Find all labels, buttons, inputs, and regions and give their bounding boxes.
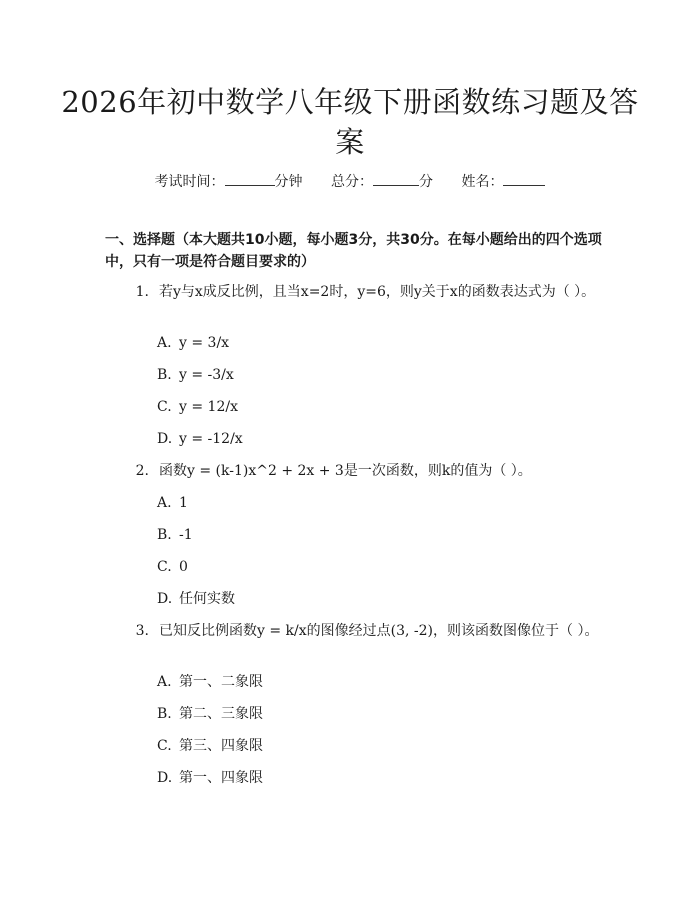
question-1	[105, 281, 605, 303]
option-letter: D.	[157, 591, 173, 607]
question-3	[105, 620, 605, 642]
option-letter: C.	[157, 399, 172, 415]
option-letter: A.	[157, 674, 172, 690]
option-text: 0	[179, 559, 188, 575]
question-number: 3.	[135, 623, 149, 639]
time-label: 考试时间：	[154, 174, 225, 190]
option-2c[interactable]	[157, 556, 188, 578]
time-field	[155, 171, 303, 191]
option-1a[interactable]	[157, 332, 229, 354]
option-3c[interactable]	[157, 735, 263, 757]
option-letter: C.	[157, 559, 172, 575]
option-1c[interactable]	[157, 396, 238, 418]
time-unit: 分钟	[274, 174, 303, 190]
exam-meta	[0, 171, 700, 191]
option-letter: A.	[157, 335, 172, 351]
option-text: y = -12/x	[179, 431, 243, 447]
option-text: 第二、三象限	[179, 706, 263, 722]
option-2d[interactable]	[157, 588, 235, 610]
score-label: 总分：	[331, 174, 373, 190]
option-2b[interactable]	[157, 524, 193, 546]
question-number: 1.	[135, 284, 149, 300]
option-3a[interactable]	[157, 671, 263, 693]
option-letter: B.	[157, 706, 172, 722]
score-field	[331, 171, 433, 191]
question-text: 若y与x成反比例，且当x=2时，y=6，则y关于x的函数表达式为（ ）。	[159, 284, 596, 300]
option-text: 任何实数	[179, 591, 235, 607]
option-1b[interactable]	[157, 364, 234, 386]
option-letter: D.	[157, 431, 173, 447]
option-text: y = 3/x	[179, 335, 230, 351]
option-text: y = -3/x	[179, 367, 234, 383]
option-3d[interactable]	[157, 767, 263, 789]
option-letter: B.	[157, 527, 172, 543]
option-text: y = 12/x	[179, 399, 238, 415]
option-text: 第一、四象限	[179, 770, 263, 786]
question-number: 2.	[135, 463, 149, 479]
question-2	[105, 460, 605, 482]
option-letter: A.	[157, 495, 172, 511]
question-text: 已知反比例函数y = k/x的图像经过点(3, -2)，则该函数图像位于（ ）。	[159, 623, 599, 639]
option-text: -1	[179, 527, 193, 543]
option-letter: C.	[157, 738, 172, 754]
option-3b[interactable]	[157, 703, 263, 725]
option-letter: B.	[157, 367, 172, 383]
score-unit: 分	[419, 174, 433, 190]
time-blank[interactable]	[225, 173, 275, 186]
section-heading: 一、选择题（本大题共10小题，每小题3分，共30分。在每小题给出的四个选项中，只有一项是符合题目要求的）	[105, 232, 602, 270]
name-field	[461, 171, 545, 191]
option-text: 1	[179, 495, 188, 511]
option-text: 第三、四象限	[179, 738, 263, 754]
option-text: 第一、二象限	[179, 674, 263, 690]
page-title: 2026年初中数学八年级下册函数练习题及答案	[61, 85, 639, 159]
option-letter: D.	[157, 770, 173, 786]
option-2a[interactable]	[157, 492, 188, 514]
name-label: 姓名：	[461, 174, 504, 190]
name-blank[interactable]	[503, 173, 545, 186]
option-1d[interactable]	[157, 428, 243, 450]
score-blank[interactable]	[373, 173, 419, 186]
question-text: 函数y = (k-1)x^2 + 2x + 3是一次函数，则k的值为（ ）。	[159, 463, 532, 479]
